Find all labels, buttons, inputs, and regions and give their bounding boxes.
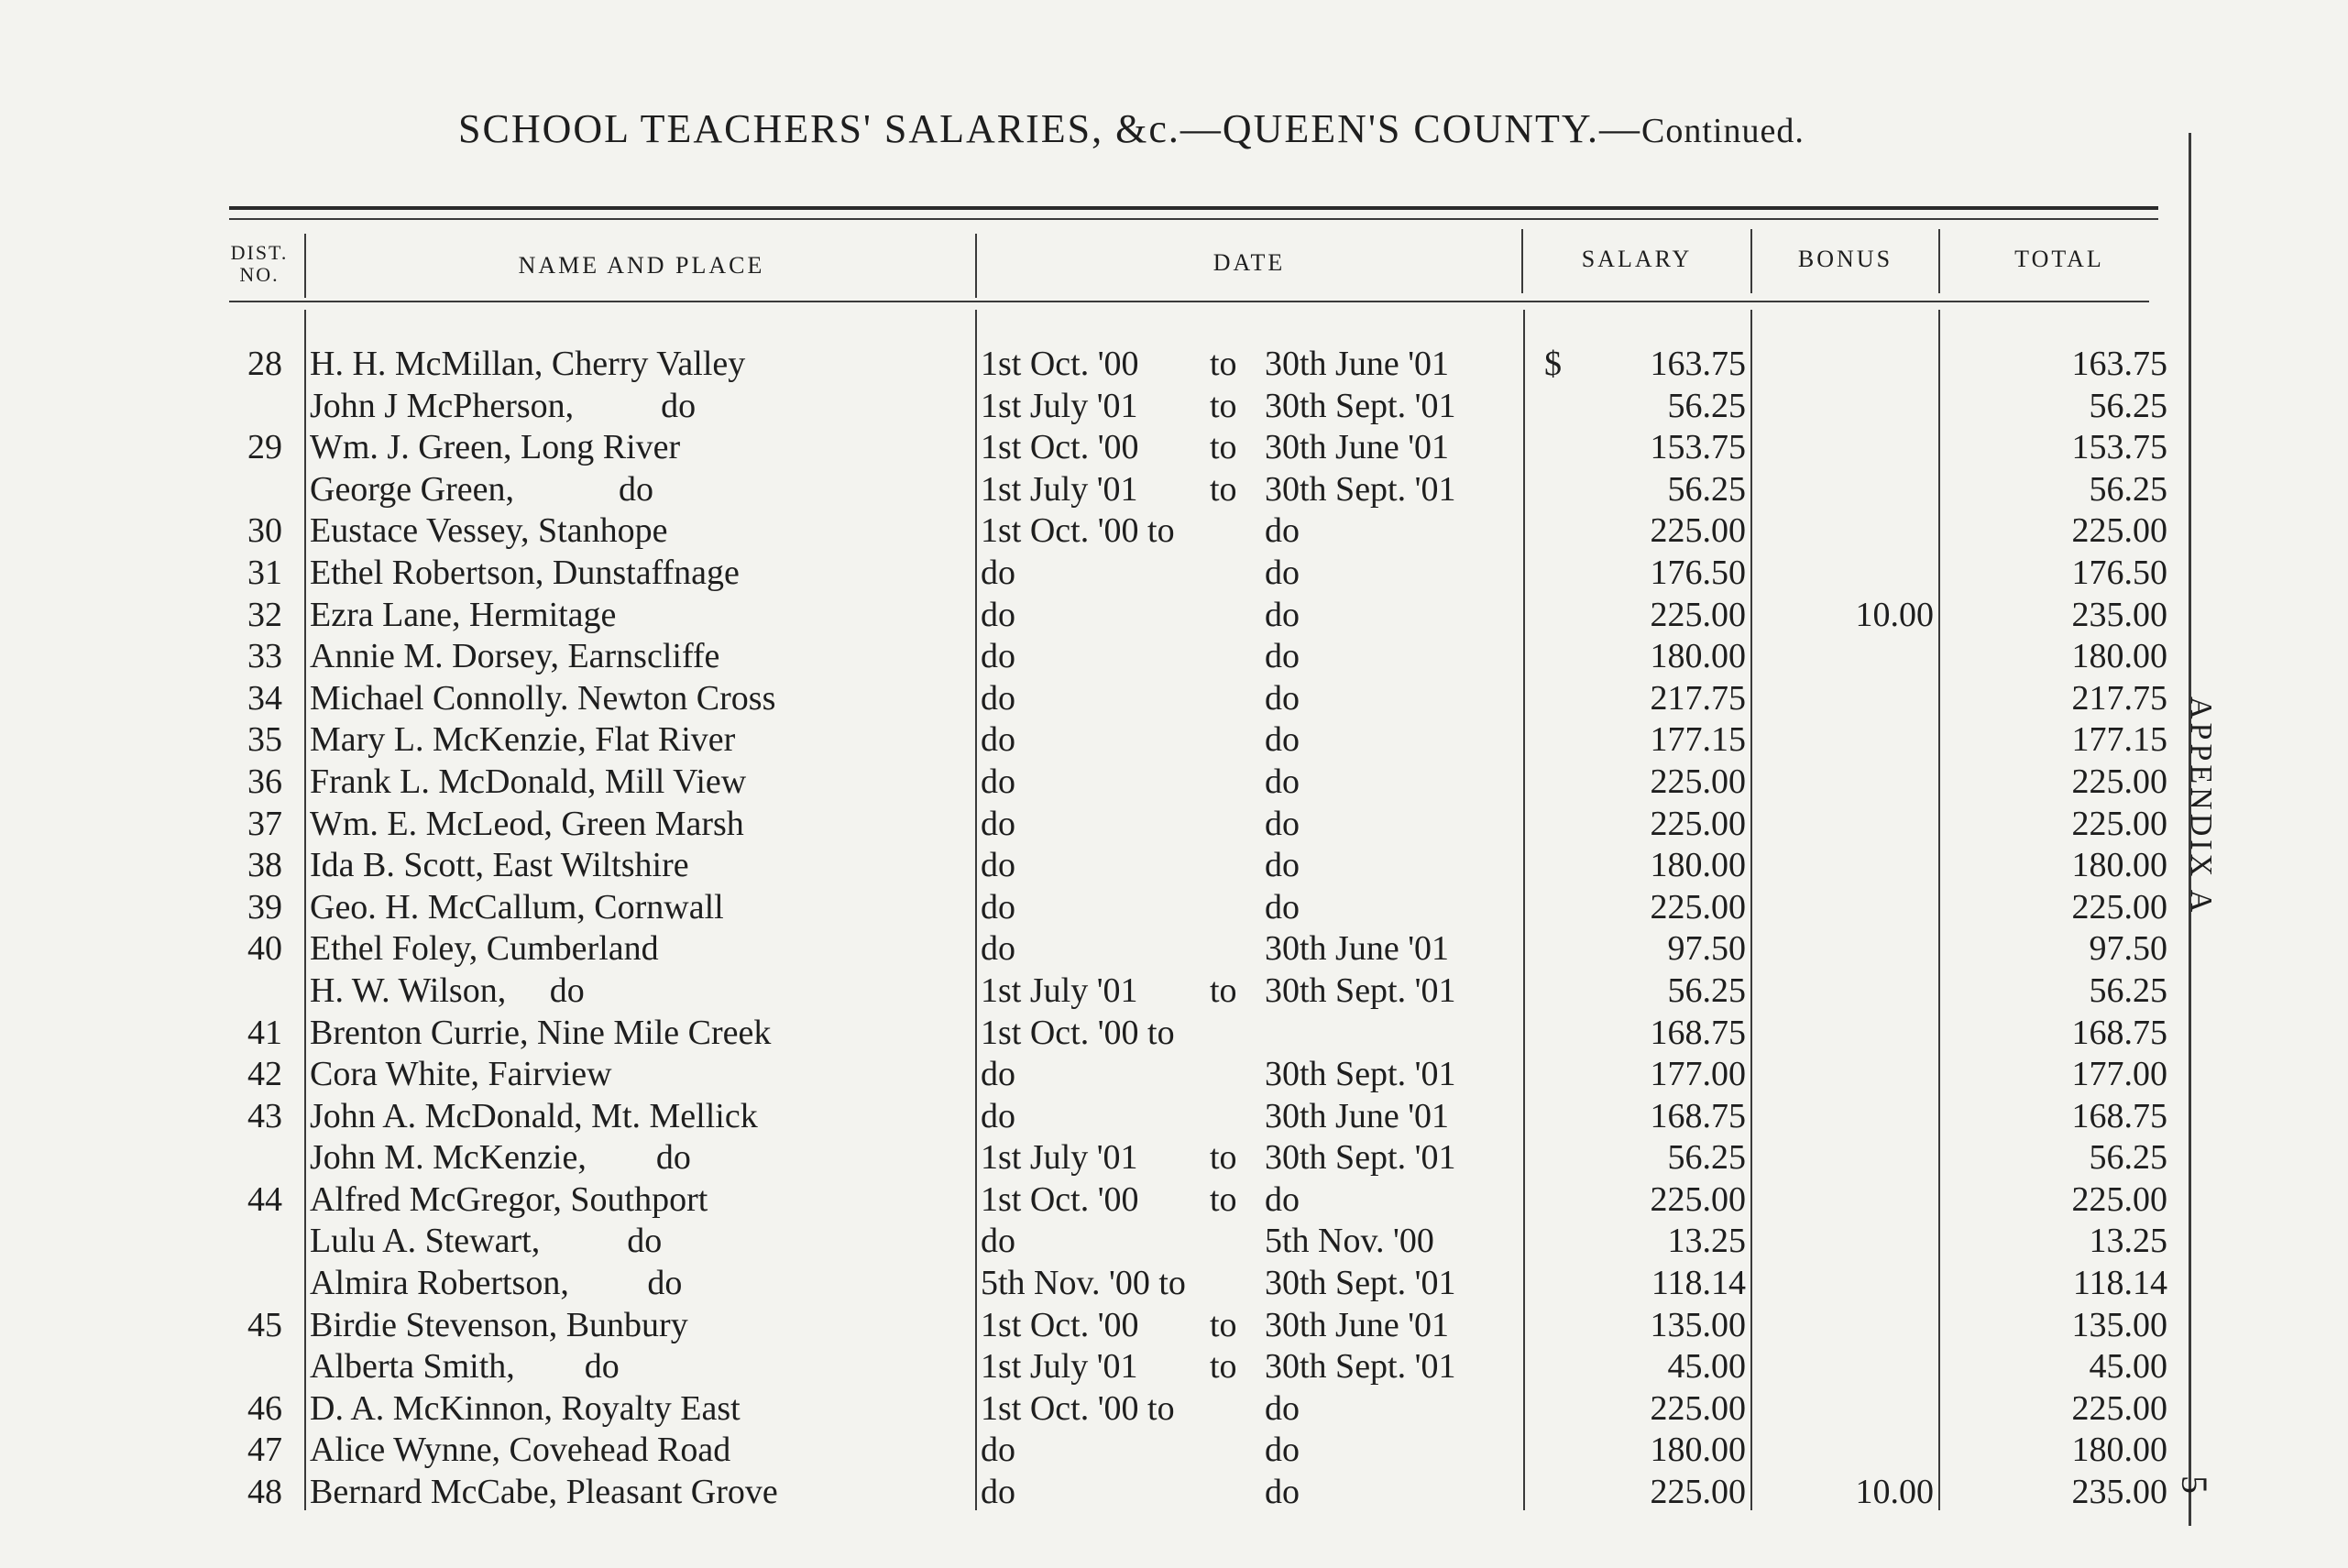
table-row [0, 1430, 2348, 1472]
date-to [1210, 1096, 1521, 1137]
table-row [0, 887, 2348, 929]
name-and-place: Alfred McGregor, Southport [310, 1179, 708, 1219]
table-row [0, 928, 2348, 970]
name-and-place: Ezra Lane, Hermitage [310, 595, 617, 634]
date-to [1210, 762, 1521, 803]
salary-value: 135.00 [1650, 1305, 1746, 1344]
date-to-value: 30th June '01 [1265, 1305, 1450, 1344]
total-value: 45.00 [2089, 1347, 2167, 1387]
date-from: 1st July '01 [981, 970, 1138, 1010]
page-title [458, 105, 1805, 152]
salary-value: 118.14 [1651, 1264, 1746, 1303]
salary-value: 163.75 [1650, 345, 1746, 383]
date-to [1210, 887, 1521, 928]
date-to [1210, 1221, 1521, 1262]
date-to-value: 30th June '01 [1265, 428, 1450, 467]
table-row [0, 845, 2348, 887]
table-row [0, 1137, 2348, 1179]
date-to [1210, 1263, 1521, 1304]
date-from: 1st Oct. '00 [981, 345, 1139, 383]
date-to [1210, 469, 1521, 510]
date-to [1210, 344, 1521, 385]
table-row [0, 1263, 2348, 1305]
date-to [1210, 427, 1521, 468]
date-from: do [981, 678, 1015, 718]
total-value: 235.00 [2071, 1473, 2167, 1512]
name-and-place: Almira Robertson, do [310, 1264, 683, 1303]
date-to-value: do [1265, 1431, 1300, 1470]
dist-number: 39 [247, 887, 282, 927]
date-to-value: 5th Nov. '00 [1265, 1222, 1434, 1261]
table-row [0, 427, 2348, 469]
table-row [0, 510, 2348, 553]
table-row [0, 762, 2348, 804]
dist-number: 37 [247, 804, 282, 843]
name-and-place: Alice Wynne, Covehead Road [310, 1431, 731, 1470]
name-and-place: Ethel Foley, Cumberland [310, 929, 659, 969]
table-row [0, 804, 2348, 846]
to-word: to [1210, 469, 1237, 509]
date-to-value: 30th June '01 [1265, 929, 1450, 969]
name-and-place: H. H. McMillan, Cherry Valley [310, 345, 746, 383]
name-and-place: Michael Connolly. Newton Cross [310, 678, 776, 718]
date-from: do [981, 1473, 1015, 1512]
date-from: 1st July '01 [981, 386, 1138, 425]
salary-value: 225.00 [1650, 887, 1746, 927]
date-to [1210, 595, 1521, 636]
dist-number: 46 [247, 1388, 282, 1428]
salary-value: 225.00 [1650, 511, 1746, 551]
table-row [0, 344, 2348, 386]
dist-number: 31 [247, 553, 282, 592]
date-to [1210, 845, 1521, 886]
date-to [1210, 1346, 1521, 1387]
salary-value: 225.00 [1650, 595, 1746, 634]
salary-value: 180.00 [1650, 846, 1746, 885]
date-to [1210, 1179, 1521, 1221]
dist-number: 30 [247, 511, 282, 551]
total-value: 177.15 [2071, 720, 2167, 760]
date-from: do [981, 846, 1015, 885]
table-row [0, 1305, 2348, 1347]
dist-number: 48 [247, 1473, 282, 1512]
salary-value: 180.00 [1650, 1431, 1746, 1470]
date-to-value: do [1265, 1473, 1300, 1512]
header-bonus: BONUS [1797, 246, 1893, 272]
date-to [1210, 386, 1521, 427]
to-word: to [1210, 428, 1237, 467]
name-and-place: Brenton Currie, Nine Mile Creek [310, 1013, 772, 1052]
date-to [1210, 636, 1521, 677]
dist-number: 35 [247, 720, 282, 760]
dist-number: 45 [247, 1305, 282, 1344]
table-row [0, 636, 2348, 678]
date-from: 1st Oct. '00 to [981, 511, 1175, 551]
date-from: 5th Nov. '00 to [981, 1264, 1186, 1303]
total-value: 176.50 [2071, 553, 2167, 592]
date-from: 1st Oct. '00 [981, 1305, 1139, 1344]
date-to-value: do [1265, 720, 1300, 760]
date-from: do [981, 1222, 1015, 1261]
salary-value: 45.00 [1667, 1347, 1746, 1387]
table-row [0, 553, 2348, 595]
dist-number: 32 [247, 595, 282, 634]
table-row [0, 678, 2348, 720]
date-to-value: 30th June '01 [1265, 1096, 1450, 1135]
salary-value: 168.75 [1650, 1013, 1746, 1052]
name-and-place: D. A. McKinnon, Royalty East [310, 1388, 741, 1428]
dist-number: 28 [247, 345, 282, 383]
table-row [0, 1179, 2348, 1222]
to-word: to [1210, 386, 1237, 425]
date-to-value: 30th Sept. '01 [1265, 386, 1456, 425]
salary-value: 180.00 [1650, 637, 1746, 676]
table-row [0, 1013, 2348, 1055]
header-date: DATE [1212, 249, 1286, 276]
salary-value: 225.00 [1650, 1473, 1746, 1512]
dist-number: 38 [247, 846, 282, 885]
dist-number: 36 [247, 762, 282, 801]
date-to [1210, 928, 1521, 970]
date-to-value: do [1265, 511, 1300, 551]
date-to [1210, 1472, 1521, 1513]
dist-number: 42 [247, 1055, 282, 1094]
table-row [0, 719, 2348, 762]
total-value: 13.25 [2089, 1222, 2167, 1261]
date-to [1210, 719, 1521, 761]
header-dist-line2: NO. [239, 263, 280, 286]
to-word: to [1210, 1138, 1237, 1178]
date-from: do [981, 637, 1015, 676]
table-row [0, 386, 2348, 428]
total-value: 56.25 [2089, 386, 2167, 425]
total-value: 56.25 [2089, 469, 2167, 509]
salary-value: 217.75 [1650, 678, 1746, 718]
date-from: do [981, 762, 1015, 801]
date-from: do [981, 887, 1015, 927]
salary-value: 225.00 [1650, 804, 1746, 843]
table-row [0, 1054, 2348, 1096]
total-value: 180.00 [2071, 637, 2167, 676]
name-and-place: Geo. H. McCallum, Cornwall [310, 887, 724, 927]
table-row [0, 469, 2348, 511]
date-to-value: do [1265, 637, 1300, 676]
currency-symbol: $ [1544, 345, 1562, 383]
date-to [1210, 1137, 1521, 1179]
title-main: SCHOOL TEACHERS' SALARIES, &c.—QUEEN'S COUNTY.— [458, 106, 1642, 151]
total-value: 177.00 [2071, 1055, 2167, 1094]
salary-value: 176.50 [1650, 553, 1746, 592]
date-to-value: 30th Sept. '01 [1265, 1347, 1456, 1387]
name-and-place: Ida B. Scott, East Wiltshire [310, 846, 689, 885]
table-row [0, 595, 2348, 637]
name-and-place: Alberta Smith, do [310, 1347, 620, 1387]
salary-value: 56.25 [1667, 386, 1746, 425]
header-divider [304, 234, 306, 298]
total-value: 225.00 [2071, 1179, 2167, 1219]
total-value: 217.75 [2071, 678, 2167, 718]
to-word: to [1210, 970, 1237, 1010]
total-value: 153.75 [2071, 428, 2167, 467]
appendix-label: APPENDIX A [2184, 696, 2218, 916]
date-from: do [981, 595, 1015, 634]
date-to-value: do [1265, 846, 1300, 885]
date-from: do [981, 1055, 1015, 1094]
header-dist-line1: DIST. [230, 241, 289, 264]
date-to [1210, 804, 1521, 845]
date-from: do [981, 929, 1015, 969]
salary-value: 168.75 [1650, 1096, 1746, 1135]
name-and-place: Lulu A. Stewart, do [310, 1222, 663, 1261]
salary-value: 225.00 [1650, 762, 1746, 801]
dist-number: 34 [247, 678, 282, 718]
name-and-place: George Green, do [310, 469, 653, 509]
bonus-value: 10.00 [1855, 595, 1934, 634]
date-from: do [981, 804, 1015, 843]
date-to [1210, 678, 1521, 719]
date-to-value: 30th Sept. '01 [1265, 469, 1456, 509]
name-and-place: John A. McDonald, Mt. Mellick [310, 1096, 758, 1135]
header-salary: SALARY [1581, 246, 1693, 272]
total-value: 135.00 [2071, 1305, 2167, 1344]
date-from: 1st July '01 [981, 469, 1138, 509]
salary-value: 153.75 [1650, 428, 1746, 467]
to-word: to [1210, 345, 1237, 383]
date-to [1210, 1054, 1521, 1095]
name-and-place: John M. McKenzie, do [310, 1138, 691, 1178]
table-row [0, 1096, 2348, 1138]
date-from: do [981, 1096, 1015, 1135]
dist-number: 44 [247, 1179, 282, 1219]
name-and-place: Ethel Robertson, Dunstaffnage [310, 553, 740, 592]
salary-value: 97.50 [1667, 929, 1746, 969]
salary-table-body [0, 344, 2348, 1514]
date-from: 1st July '01 [981, 1347, 1138, 1387]
date-from: do [981, 1431, 1015, 1470]
date-to [1210, 510, 1521, 552]
header-dist-no [218, 242, 301, 286]
salary-value: 56.25 [1667, 1138, 1746, 1178]
name-and-place: Bernard McCabe, Pleasant Grove [310, 1473, 778, 1512]
salary-value: 56.25 [1667, 970, 1746, 1010]
total-value: 56.25 [2089, 1138, 2167, 1178]
dist-number: 41 [247, 1013, 282, 1052]
date-to-value: do [1265, 1179, 1300, 1219]
date-to-value: do [1265, 553, 1300, 592]
date-to-value: 30th Sept. '01 [1265, 1055, 1456, 1094]
date-to-value: 30th Sept. '01 [1265, 1264, 1456, 1303]
total-value: 225.00 [2071, 762, 2167, 801]
header-total: TOTAL [2014, 246, 2104, 272]
salary-value: 177.00 [1650, 1055, 1746, 1094]
to-word: to [1210, 1179, 1237, 1219]
table-row [0, 1221, 2348, 1263]
salary-value: 225.00 [1650, 1179, 1746, 1219]
dist-number: 40 [247, 929, 282, 969]
name-and-place: John J McPherson, do [310, 386, 697, 425]
date-to [1210, 553, 1521, 594]
date-from: 1st Oct. '00 [981, 428, 1139, 467]
table-row [0, 1472, 2348, 1514]
to-word: to [1210, 1347, 1237, 1387]
date-from: do [981, 720, 1015, 760]
date-to-value: do [1265, 804, 1300, 843]
date-to [1210, 1388, 1521, 1430]
date-from: 1st Oct. '00 to [981, 1013, 1175, 1052]
dist-number: 33 [247, 637, 282, 676]
total-value: 56.25 [2089, 970, 2167, 1010]
table-row [0, 1346, 2348, 1388]
name-and-place: Frank L. McDonald, Mill View [310, 762, 747, 801]
total-value: 180.00 [2071, 846, 2167, 885]
salary-value: 56.25 [1667, 469, 1746, 509]
date-to [1210, 970, 1521, 1012]
date-to-value: do [1265, 887, 1300, 927]
page-number: 5 [2174, 1475, 2215, 1494]
name-and-place: Birdie Stevenson, Bunbury [310, 1305, 688, 1344]
date-to-value: do [1265, 1388, 1300, 1428]
bonus-value: 10.00 [1855, 1473, 1934, 1512]
date-from: 1st Oct. '00 to [981, 1388, 1175, 1428]
name-and-place: Cora White, Fairview [310, 1055, 612, 1094]
date-to-value: 30th June '01 [1265, 345, 1450, 383]
total-value: 235.00 [2071, 595, 2167, 634]
total-value: 168.75 [2071, 1096, 2167, 1135]
date-to-value: 30th Sept. '01 [1265, 970, 1456, 1010]
total-value: 97.50 [2089, 929, 2167, 969]
table-row [0, 970, 2348, 1013]
dist-number: 43 [247, 1096, 282, 1135]
date-from: do [981, 553, 1015, 592]
date-to [1210, 1305, 1521, 1346]
header-name-place: NAME AND PLACE [518, 252, 765, 279]
title-continued: Continued. [1641, 112, 1805, 150]
name-and-place: Wm. E. McLeod, Green Marsh [310, 804, 744, 843]
salary-value: 225.00 [1650, 1388, 1746, 1428]
name-and-place: Mary L. McKenzie, Flat River [310, 720, 736, 760]
header-rule [229, 301, 2149, 302]
total-value: 168.75 [2071, 1013, 2167, 1052]
salary-value: 13.25 [1667, 1222, 1746, 1261]
total-value: 225.00 [2071, 511, 2167, 551]
name-and-place: Wm. J. Green, Long River [310, 428, 681, 467]
date-from: 1st July '01 [981, 1138, 1138, 1178]
total-value: 180.00 [2071, 1431, 2167, 1470]
top-rule-thin [229, 218, 2158, 220]
total-value: 225.00 [2071, 1388, 2167, 1428]
date-to [1210, 1430, 1521, 1471]
date-from: 1st Oct. '00 [981, 1179, 1139, 1219]
date-to-value: 30th Sept. '01 [1265, 1138, 1456, 1178]
top-rule [229, 206, 2158, 210]
dist-number: 29 [247, 428, 282, 467]
salary-value: 177.15 [1650, 720, 1746, 760]
date-to-value: do [1265, 762, 1300, 801]
to-word: to [1210, 1305, 1237, 1344]
date-to-value: do [1265, 678, 1300, 718]
name-and-place: Annie M. Dorsey, Earnscliffe [310, 637, 720, 676]
table-row [0, 1388, 2348, 1431]
total-value: 163.75 [2071, 345, 2167, 383]
name-and-place: H. W. Wilson, do [310, 970, 585, 1010]
total-value: 118.14 [2072, 1264, 2167, 1303]
date-to [1210, 1013, 1521, 1054]
date-to-value: do [1265, 595, 1300, 634]
total-value: 225.00 [2071, 804, 2167, 843]
total-value: 225.00 [2071, 887, 2167, 927]
name-and-place: Eustace Vessey, Stanhope [310, 511, 668, 551]
dist-number: 47 [247, 1431, 282, 1470]
